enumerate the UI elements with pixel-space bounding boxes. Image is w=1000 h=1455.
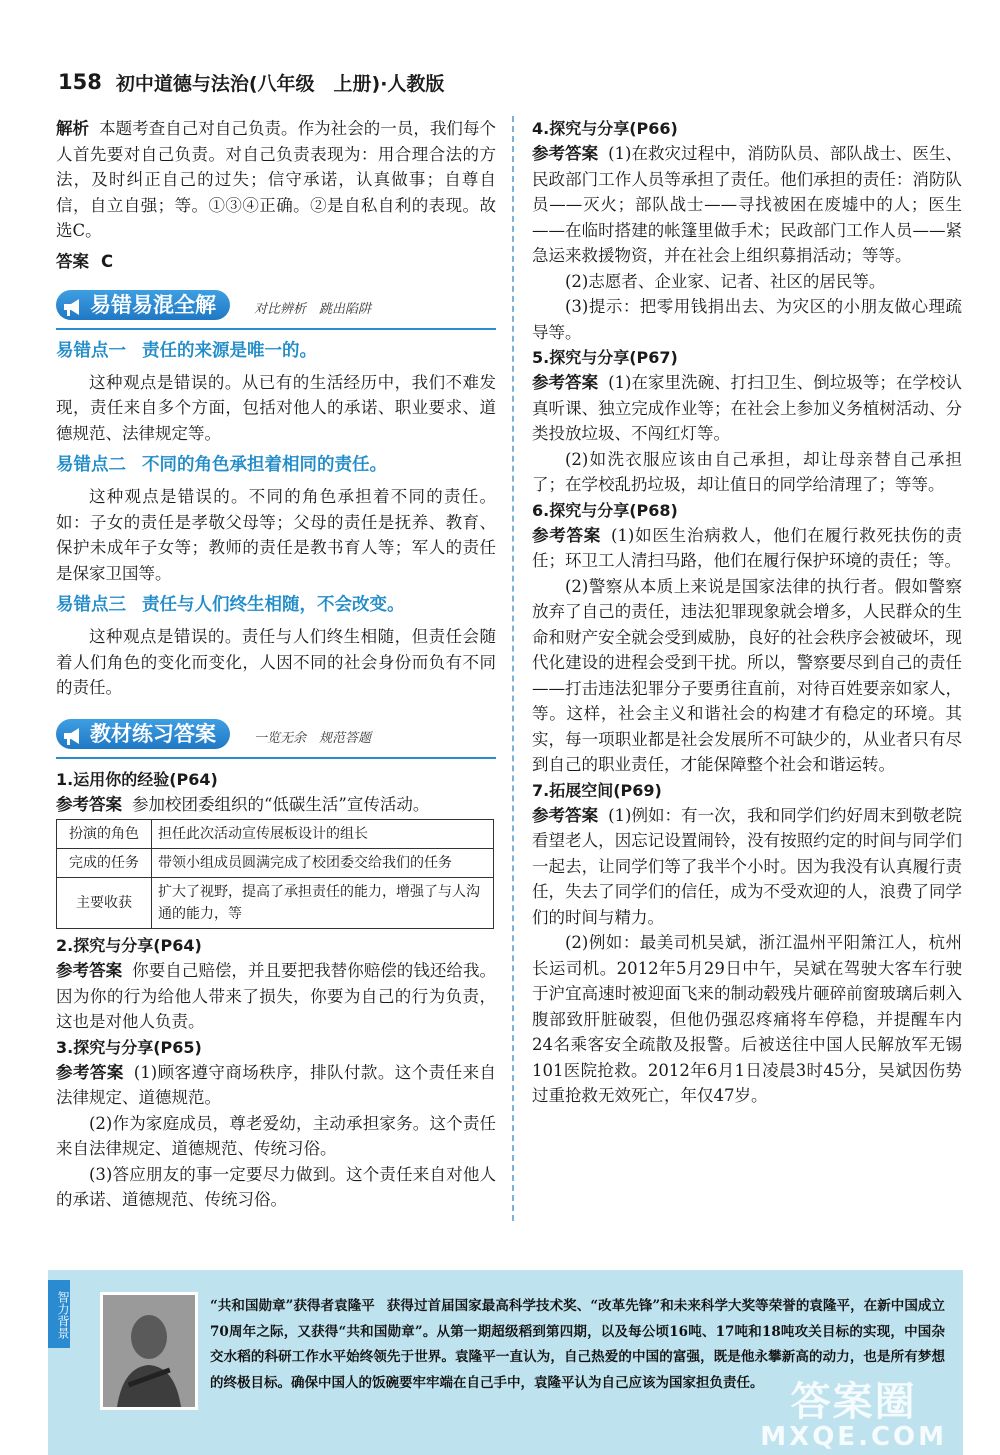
question-title: 6.探究与分享(P68) [532, 500, 678, 520]
analysis-paragraph [56, 116, 496, 244]
question-answer-item: (2)例如：最美司机吴斌，浙江温州平阳箫江人，杭州长运司机。2012年5月29日中午，吴斌在驾驶大客车行驶于沪宜高速时被迎面飞来的制动毂残片砸碎前窗玻璃后刺入腹部致肝脏破裂，但他仍强忍疼痛将车停稳，并提醒车内24名乘客安全疏散及报警。后被送往中国人民解放军无锡101医院抢救。2012年6月1日凌晨3时45分，吴斌因伤势过重抢救无效死亡，年仅47岁。 [532, 933, 962, 1105]
question-title: 2.探究与分享(P64) [56, 936, 202, 955]
error-point-text: 这种观点是错误的。从已有的生活经历中，我们不难发现，责任来自多个方面，包括对他人的承诺、职业要求、道德规范、法律规定等。 [56, 372, 496, 443]
analysis-text: 本题考查自己对自己负责。作为社会的一员，我们每个人首先要对自己负责。对自己负责表现为：用合理合法的方法，及时纠正自己的过失；信守承诺，认真做事；自尊自信，自立自强；等。①③④正确。②是自私自利的表现。故选C。 [56, 119, 497, 240]
answer-value: C [101, 251, 114, 271]
section-banner-errors [56, 288, 496, 330]
question-answer: 参考答案 (1)顾客遵守商场秩序，排队付款。这个责任来自法律规定、道德规范。 [56, 1062, 497, 1107]
question-answer: 参考答案 (1)在救灾过程中，消防队员、部队战士、医生、民政部门工作人员等承担了责任。他们承担的责任：消防队员——灭火；部队战士——寻找被困在废墟中的人；医生——在临时搭建的帐篷里做手术；民政部门工作人员——紧急运来救援物资，并在社会上组织募捐活动；等等。 [532, 144, 963, 265]
question-title: 4.探究与分享(P66) [532, 119, 678, 138]
banner-subtitle-answers: 一览无余 规范答题 [254, 730, 372, 746]
background-heading: “共和国勋章”获得者袁隆平 [210, 1298, 375, 1314]
error-point-text: 这种观点是错误的。责任与人们终生相随，但责任会随着人们角色的变化而变化，人因不同的社会身份而负有不同的责任。 [56, 627, 496, 697]
table-row [57, 878, 494, 929]
banner-subtitle-errors: 对比辨析 跳出陷阱 [254, 301, 372, 317]
table-cell: 主要收获 [57, 878, 152, 929]
table-cell: 扮演的角色 [57, 820, 152, 849]
question-title: 7.拓展空间(P69) [532, 780, 662, 800]
question-title: 1.运用你的经验(P64) [56, 769, 218, 789]
left-column [56, 116, 496, 1213]
column-divider [512, 116, 514, 1221]
question-answer-item: (2)志愿者、企业家、记者、社区的居民等。 [565, 271, 886, 291]
question-answer-item: (3)提示：把零用钱捐出去、为灾区的小朋友做心理疏导等。 [532, 297, 962, 342]
background-text: “共和国勋章”获得者袁隆平 获得过首届国家最高科学技术奖、“改革先锋”和未来科学大奖等荣誉的袁隆平，在新中国成立70周年之际，又获得“共和国勋章”。从第一期超级稻到第四期，以及每公顷16吨、17吨和18吨攻关目标的实现，中国杂交水稻的科研工作水平始终领先于世界。袁隆平一直认为，自己热爱的中国的富强，既是他永攀新高的动力，也是所有梦想的终极目标。确保中国人的饭碗要牢牢端在自己手中，袁隆平认为自己应该为国家担负责任。 [210, 1298, 945, 1391]
table-cell: 完成的任务 [57, 849, 152, 878]
portrait-icon [103, 1295, 195, 1407]
error-point-title: 易错点一 责任的来源是唯一的。 [56, 340, 317, 361]
table-cell: 担任此次活动宣传展板设计的组长 [152, 820, 494, 849]
role-table [56, 819, 494, 929]
question-answer: 参考答案 参加校团委组织的“低碳生活”宣传活动。 [56, 794, 430, 814]
error-point-title: 易错点三 责任与人们终生相随，不会改变。 [56, 595, 405, 615]
error-point-text: 这种观点是错误的。不同的角色承担着不同的责任。如：子女的责任是孝敬父母等；父母的责任是抚养、教育、保护未成年子女等；教师的责任是教书育人等；军人的责任是保家卫国等。 [56, 487, 496, 583]
page-number: 158 [58, 70, 102, 94]
question-answer: 参考答案 (1)例如：有一次，我和同学们约好周末到敬老院看望老人，因忘记设置闹铃，没有按照约定的时间与同学们一起去，让同学们等了我半个小时。因为我没有认真履行责任，失去了同学们的信任，成为不受欢迎的人，浪费了同学们的时间与精力。 [532, 805, 963, 927]
banner-title-answers: 教材练习答案 [90, 721, 216, 746]
megaphone-icon [62, 297, 84, 317]
portrait-photo [100, 1292, 198, 1410]
error-point-title: 易错点二 不同的角色承担着相同的责任。 [56, 455, 387, 475]
question-title: 5.探究与分享(P67) [532, 348, 678, 367]
question-answer: 参考答案 (1)如医生治病救人，他们在履行救死扶伤的责任；环卫工人清扫马路，他们在履行保护环境的责任；等。 [532, 525, 963, 570]
book-title: 初中道德与法治(八年级 上册)·人教版 [115, 72, 445, 95]
question-answer-item: (3)答应朋友的事一定要尽力做到。这个责任来自对他人的承诺、道德规范、传统习俗。 [56, 1164, 496, 1209]
answer-line [56, 248, 496, 272]
question-answer-item: (2)如洗衣服应该由自己承担，却让母亲替自己承担了；在学校乱扔垃圾，却让值日的同学给清理了；等等。 [532, 449, 962, 494]
question-title: 3.探究与分享(P65) [56, 1037, 202, 1057]
background-tag: 智力背景 [48, 1280, 70, 1348]
question-answer: 参考答案 (1)在家里洗碗、打扫卫生、倒垃圾等；在学校认真听课、独立完成作业等；在社会上参加义务植树活动、分类投放垃圾、不闯红灯等。 [532, 373, 963, 443]
table-cell: 带领小组成员圆满完成了校团委交给我们的任务 [152, 849, 494, 878]
section-banner-answers [56, 717, 496, 759]
question-answer-item: (2)警察从本质上来说是国家法律的执行者。假如警察放弃了自己的责任，违法犯罪现象就会增多，人民群众的生命和财产安全就会受到威胁，良好的社会秩序会被破坏，现代化建设的进程会受到干扰。所以，警察要尽到自己的责任——打击违法犯罪分子要勇往直前，对待百姓要亲如家人，等。这样，社会主义和谐社会的构建才有稳定的环境。其实，每一项职业都是社会发展所不可缺少的，从业者只有尽到自己的职业责任，才能保障整个社会和谐运转。 [532, 576, 962, 774]
watermark-logo: 答案圈 MXQE.COM [760, 1379, 947, 1452]
question-answer-item: (2)作为家庭成员，尊老爱幼，主动承担家务。这个责任来自法律规定、道德规范、传统习俗。 [56, 1113, 496, 1158]
table-cell: 扩大了视野，提高了承担责任的能力，增强了与人沟通的能力，等 [152, 878, 494, 929]
table-row [57, 820, 494, 849]
answer-label: 答案 [56, 251, 89, 271]
megaphone-icon [62, 726, 84, 746]
question-answer: 参考答案 你要自己赔偿，并且要把我替你赔偿的钱还给我。因为你的行为给他人带来了损失，你要为自己的行为负责，这也是对他人负责。 [56, 961, 497, 1031]
background-box [48, 1270, 963, 1455]
table-row [57, 849, 494, 878]
analysis-label: 解析 [56, 119, 90, 138]
page-header [58, 68, 958, 96]
right-column [532, 116, 962, 1109]
banner-title-errors: 易错易混全解 [90, 292, 216, 317]
